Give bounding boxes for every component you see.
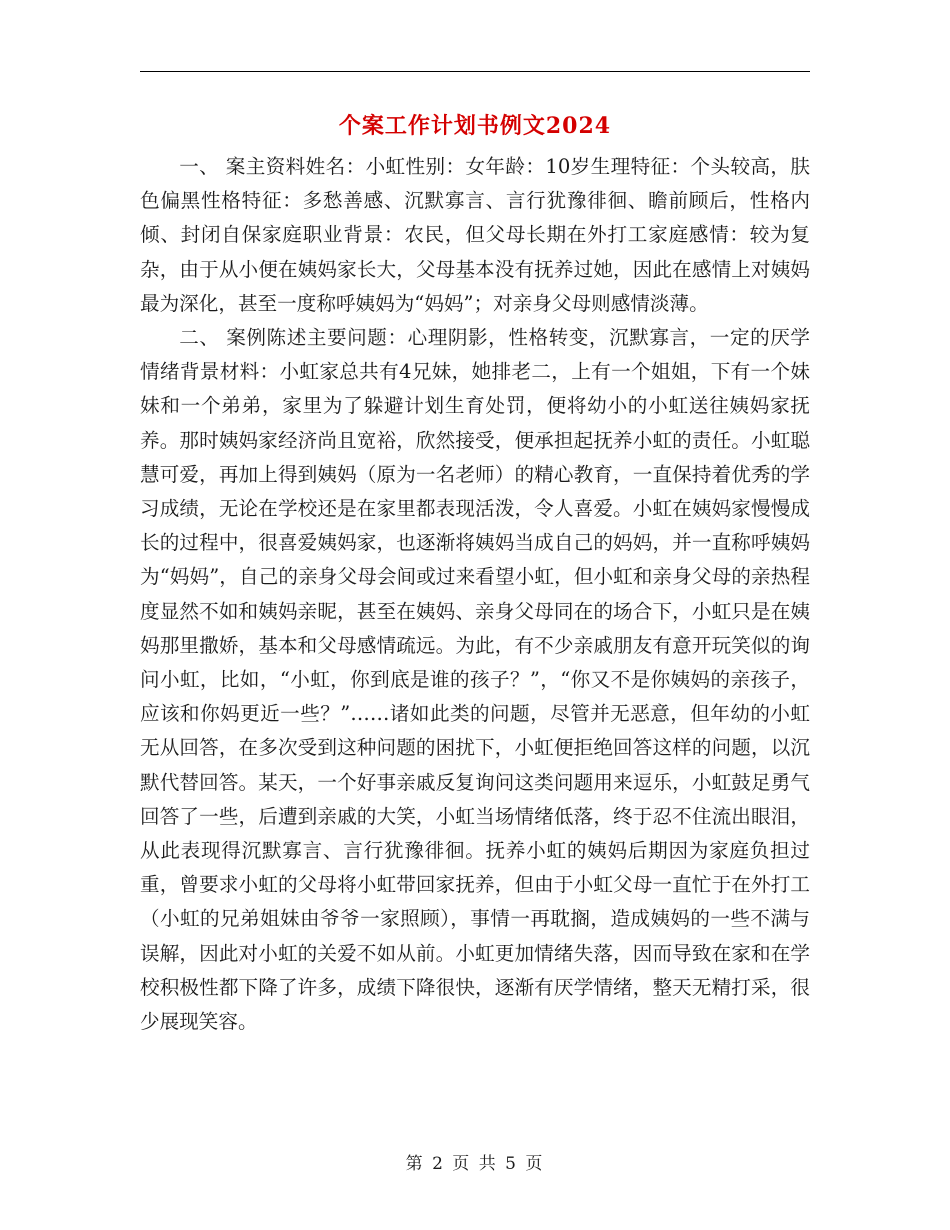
header-rule xyxy=(140,71,810,72)
document-title: 个案工作计划书例文2024 xyxy=(338,113,612,139)
paragraph-case-statement: 二、 案例陈述主要问题：心理阴影，性格转变，沉默寡言，一定的厌学情绪背景材料：小虹家总共有4兄妹，她排老二，上有一个姐姐，下有一个妹妹和一个弟弟，家里为了躲避计划生育处罚，便将幼小的小虹送往姨妈家抚养。那时姨妈家经济尚且宽裕，欣然接受，便承担起抚养小虹的责任。小虹聪慧可爱，再加上得到姨妈（原为一名老师）的精心教育，一直保持着优秀的学习成绩，无论在学校还是在家里都表现活泼，令人喜爱。小虹在姨妈家慢慢成长的过程中，很喜爱姨妈家，也逐渐将姨妈当成自己的妈妈，并一直称呼姨妈为“妈妈”，自己的亲身父母会间或过来看望小虹，但小虹和亲身父母的亲热程度显然不如和姨妈亲昵，甚至在姨妈、亲身父母同在的场合下，小虹只是在姨妈那里撒娇，基本和父母感情疏远。为此，有不少亲戚朋友有意开玩笑似的询问小虹，比如，“小虹，你到底是谁的孩子？”，“你又不是你姨妈的亲孩子，应该和你妈更近一些？”……诸如此类的问题，尽管并无恶意，但年幼的小虹无从回答，在多次受到这种问题的困扰下，小虹便拒绝回答这样的问题，以沉默代替回答。某天，一个好事亲戚反复询问这类问题用来逗乐，小虹鼓足勇气回答了一些，后遭到亲戚的大笑，小虹当场情绪低落，终于忍不住流出眼泪，从此表现得沉默寡言、言行犹豫徘徊。抚养小虹的姨妈后期因为家庭负担过重，曾要求小虹的父母将小虹带回家抚养，但由于小虹父母一直忙于在外打工（小虹的兄弟姐妹由爷爷一家照顾），事情一再耽搁，造成姨妈的一些不满与误解，因此对小虹的关爱不如从前。小虹更加情绪失落，因而导致在家和在学校积极性都下降了许多，成绩下降很快，逐渐有厌学情绪，整天无精打采，很少展现笑容。 xyxy=(140,326,810,1034)
paragraph-case-info: 一、 案主资料姓名：小虹性别：女年龄：10岁生理特征：个头较高，肤色偏黑性格特征：多愁善感、沉默寡言、言行犹豫徘徊、瞻前顾后，性格内倾、封闭自保家庭职业背景：农民，但父母长期在外打工家庭感情：较为复杂，由于从小便在姨妈家长大，父母基本没有抚养过她，因此在感情上对姨妈最为深化，甚至一度称呼姨妈为“妈妈”；对亲身父母则感情淡薄。 xyxy=(140,155,810,315)
page-number-footer: 第 2 页 共 5 页 xyxy=(405,1154,545,1174)
document-body xyxy=(140,150,810,1039)
